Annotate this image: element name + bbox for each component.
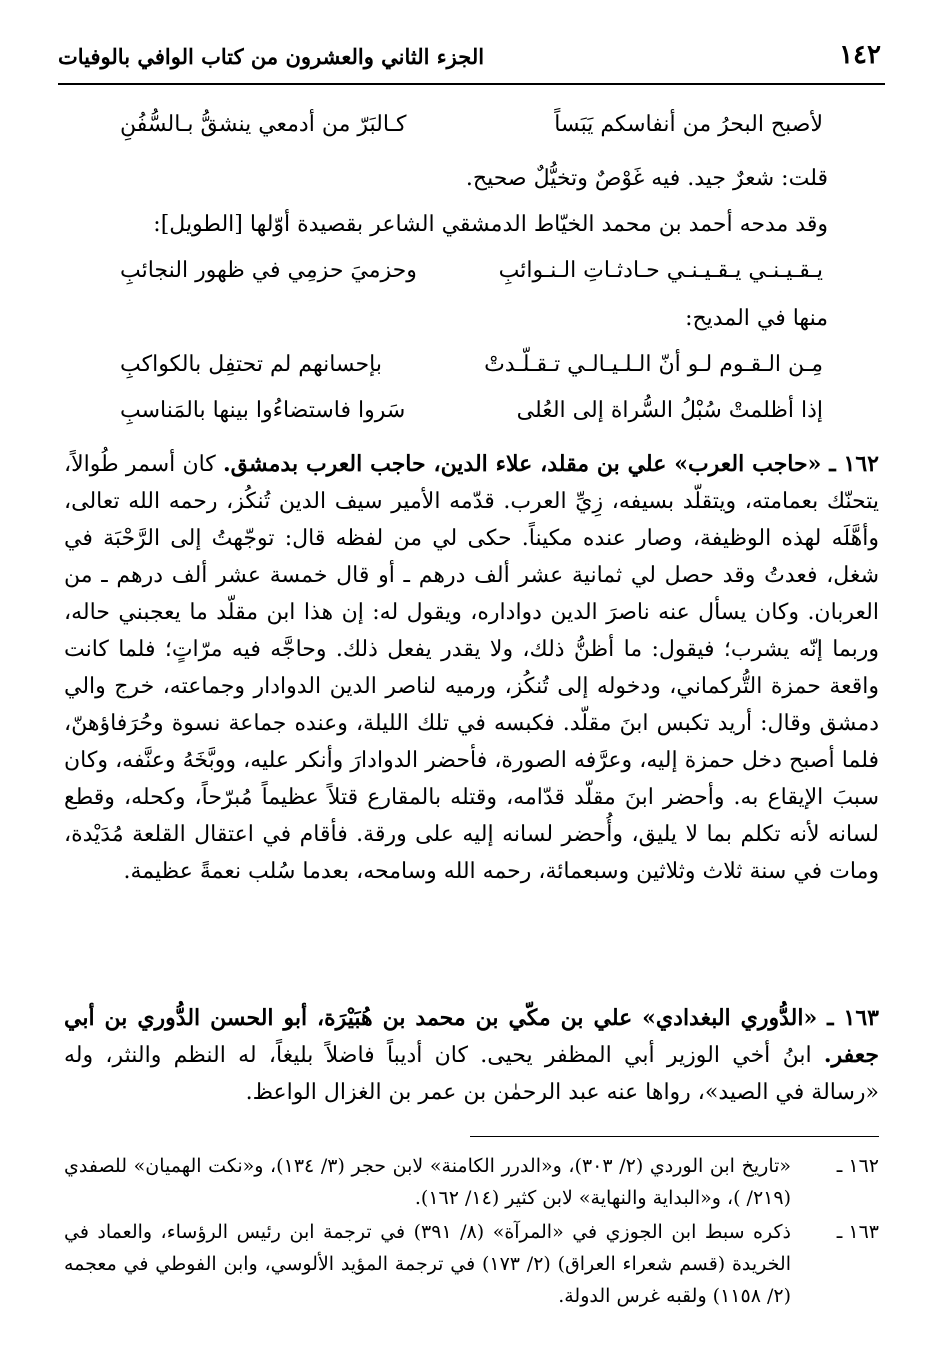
- verse-4-second-hemistich: سَروا فاستضاءُوا بينها بالمَناسبِ: [120, 398, 406, 423]
- page-number: ١٤٢: [839, 40, 881, 70]
- footnote-rule: [470, 1136, 879, 1137]
- entry-162-heading: ١٦٢ ـ «حاجب العرب» علي بن مقلد، علاء الدين، حاجب العرب بدمشق.: [222, 451, 879, 477]
- verse-3-first-hemistich: مِـن الـقـوم لـو أنّ الـلـيـالـي تـقـلّـدتْ: [484, 352, 823, 377]
- verse-1-second-hemistich: كـالبَرّ من أدمعي ينشقُّ بـالسُّفُنِ: [120, 112, 407, 137]
- verse-4: [120, 398, 823, 438]
- verse-1-first-hemistich: لأصبح البحرُ من أنفاسكم يَبَساً: [554, 112, 823, 137]
- verse-2: [120, 258, 823, 298]
- entry-163-heading: ١٦٣ ـ «الدُّوري البغدادي» علي بن مكّي بن محمد بن هُبَيْرَة، أبو الحسن الدُّوري بن أبي جعفر.: [64, 1005, 879, 1068]
- footnote-163-number: ١٦٣ ـ: [836, 1221, 879, 1243]
- entry-163: [64, 1000, 879, 1111]
- intro-line: وقد مدحه أحمد بن محمد الخيّاط الدمشقي الشاعر بقصيدة أوّلها [الطويل]:: [153, 212, 828, 237]
- footnote-163: [64, 1216, 879, 1316]
- footnote-162-text: «تاريخ ابن الوردي (٢/ ٣٠٣)، و«الدرر الكامنة» لابن حجر (٣/ ١٣٤)، و«نكت الهميان» للصفدي (٢١٩/ )، و«البداية والنهاية» لابن كثير (١٤/ ١٦٢).: [64, 1155, 792, 1209]
- entry-162-body: كان أسمر طُوالاً، يتحنّك بعمامته، ويتقلّد بسيفه، زِيِّ العرب. قدّمه الأمير سيف الدين تُنكُز، رحمه الله تعالى، وأهَّلَه لهذه الوظيفة، وصار عنده مكيناً. حكى لي من لفظه قال: توجّهتُ إلى الرَّحْبَة في شغل، فعدتُ وقد حصل لي ثمانية عشر ألف درهم ـ أو قال خمسة عشر ألف درهم ـ من العربان. وكان يسأل عنه ناصرَ الدين دواداره، ويقول له: إن هذا ابن مقلّد ما يعجبني حاله، وربما إنّه يشرب؛ فيقول: ما أظنُّ ذلك، ولا يقدر يفعل ذلك. وحاجَّه فيه مرّاتٍ؛ فلما كانت واقعة حمزة التُّركماني، ودخوله إلى تُنكُز، ورميه لناصر الدين الدوادار وجماعته، خرج والي دمشق وقال: أريد تكبس ابنَ مقلّد. فكبسه في تلك الليلة، وعنده جماعة نسوة وحُرَفاؤهنّ، فلما أصبح دخل حمزة إليه، وعرَّفه الصورة، فأحضر الدوادارَ وأنكر عليه، ووبَّخَهُ وعنَّفه، وكان سببَ الإيقاع به. وأحضر ابنَ مقلّد قدّامه، وقتله بالمقارع قتلاً عظيماً مُبرّحاً، وكحله، وقطع لسانه لأنه تكلم بما لا يليق، وأُحضر لسانه إليه على ورقة. فأقام في اعتقال القلعة مُدَيْدة، ومات في سنة ثلاث وثلاثين وسبعمائة، رحمه الله وسامحه، بعدما سُلب نعمةً عظيمة.: [64, 452, 880, 884]
- page-header: [58, 38, 885, 78]
- comment-line: قلت: شعرٌ جيد. فيه غَوْصٌ وتخيُّلٌ صحيح.: [465, 166, 828, 191]
- madih-label: منها في المديح:: [685, 306, 828, 331]
- verse-1: [120, 112, 823, 152]
- footnote-163-text: ذكره سبط ابن الجوزي في «المرآة» (٨/ ٣٩١) في ترجمة ابن رئيس الرؤساء، والعماد في الخريدة (قسم شعراء العراق) (٢/ ١٧٣) في ترجمة المؤيد الألوسي، وابن الفوطي في معجمه (٢/ ١١٥٨) ولقبه غرس الدولة.: [64, 1221, 791, 1307]
- running-title: الجزء الثاني والعشرون من كتاب الوافي بالوفيات: [58, 44, 485, 69]
- verse-2-first-hemistich: يـقـيـنـي يـقـيـنـي حـادثـاتِ الـنـوائبِ: [498, 258, 823, 283]
- verse-3-second-hemistich: بإحسانهم لم تحتفِل بالكواكبِ: [120, 352, 382, 377]
- verse-3: [120, 352, 823, 392]
- header-rule: [58, 83, 885, 85]
- footnote-162: [64, 1150, 879, 1216]
- footnote-162-number: ١٦٢ ـ: [836, 1155, 879, 1177]
- entry-163-body: ابنُ أخي الوزير أبي المظفر يحيى. كان أديباً فاضلاً بليغاً، له النظم والنثر، وله «رسالة في الصيد»، رواها عنه عبد الرحمٰن بن عمر بن الغزال الواعظ.: [64, 1043, 879, 1105]
- verse-2-second-hemistich: وحزميَ حزمِي في ظهور النجائبِ: [120, 258, 417, 283]
- entry-162: [64, 446, 879, 890]
- verse-4-first-hemistich: إذا أظلمتْ سُبْلُ السُّراة إلى العُلى: [516, 398, 823, 423]
